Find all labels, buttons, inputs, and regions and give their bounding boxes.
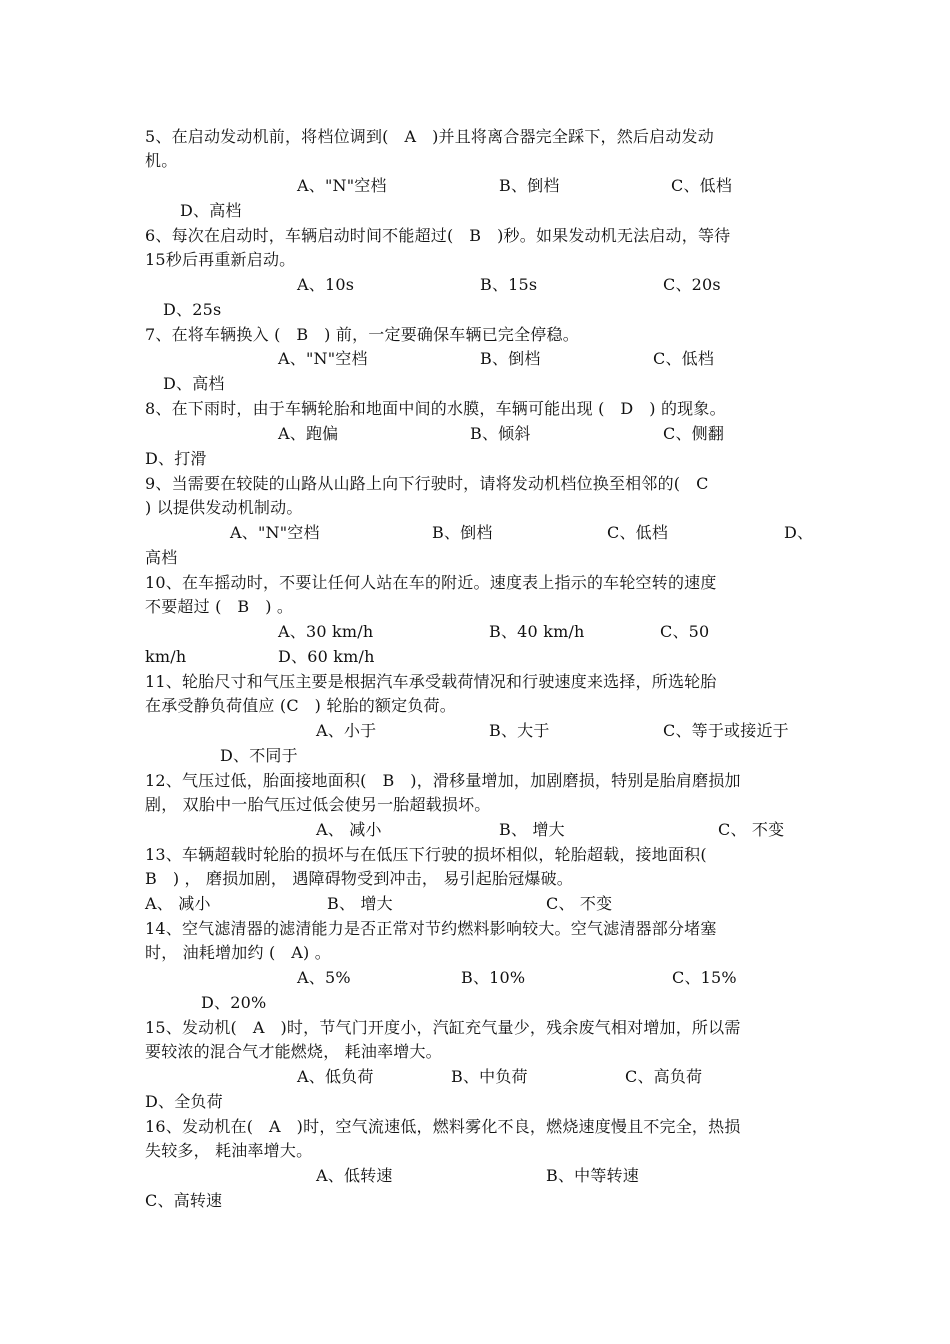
q12-option-c: C、 不变 — [718, 820, 785, 839]
q13-option-c: C、 不变 — [546, 894, 613, 913]
q6-stem-line1: 6、每次在启动时，车辆启动时间不能超过( B )秒。如果发动机无法启动，等待 — [145, 226, 731, 245]
q9-option-b: B、倒档 — [432, 523, 493, 542]
q10-option-c-label: C、50 — [660, 622, 710, 641]
q5-option-c: C、低档 — [671, 176, 733, 195]
q8-stem-line1: 8、在下雨时，由于车辆轮胎和地面中间的水膜，车辆可能出现 ( D ) 的现象。 — [145, 399, 726, 418]
q10-option-a: A、30 km/h — [278, 622, 374, 641]
q14-option-a: A、5% — [297, 968, 351, 987]
q9-option-d-label: D、 — [784, 523, 814, 542]
q13-stem-line2: B ) ， 磨损加剧， 遇障碍物受到冲击， 易引起胎冠爆破。 — [145, 869, 574, 888]
q11-stem-line2: 在承受静负荷值应 (C ) 轮胎的额定负荷。 — [145, 696, 456, 715]
q6-option-a: A、10s — [297, 275, 355, 294]
q11-option-a: A、小于 — [316, 721, 377, 740]
q6-option-b: B、15s — [480, 275, 538, 294]
q9-stem-line1: 9、当需要在较陡的山路从山路上向下行驶时，请将发动机档位换至相邻的( C — [145, 474, 709, 493]
q9-stem-line2: ) 以提供发动机制动。 — [145, 498, 303, 517]
q6-stem-line2: 15秒后再重新启动。 — [145, 250, 296, 269]
q16-option-b: B、中等转速 — [546, 1166, 639, 1185]
q15-option-b: B、中负荷 — [451, 1067, 528, 1086]
q7-option-a: A、"N"空档 — [278, 349, 368, 368]
q10-stem-line2: 不要超过 ( B ) 。 — [145, 597, 294, 616]
q8-option-b: B、倾斜 — [470, 424, 531, 443]
q15-option-a: A、低负荷 — [297, 1067, 374, 1086]
q14-option-c: C、15% — [672, 968, 737, 987]
q15-option-d: D、全负荷 — [145, 1092, 223, 1111]
q10-option-b: B、40 km/h — [489, 622, 585, 641]
q9-option-a: A、"N"空档 — [230, 523, 320, 542]
q11-option-c: C、等于或接近于 — [663, 721, 789, 740]
q16-stem-line2: 失较多， 耗油率增大。 — [145, 1141, 313, 1160]
q14-stem-line2: 时， 油耗增加约 ( A) 。 — [145, 943, 331, 962]
q5-stem-line1: 5、在启动发动机前，将档位调到( A )并且将离合器完全踩下，然后启动发动 — [145, 127, 714, 146]
q13-stem-line1: 13、车辆超载时轮胎的损坏与在低压下行驶的损坏相似，轮胎超载，接地面积( — [145, 845, 707, 864]
q9-option-c: C、低档 — [607, 523, 669, 542]
q15-option-c: C、高负荷 — [625, 1067, 703, 1086]
q12-stem-line1: 12、气压过低，胎面接地面积( B )，滑移量增加，加剧磨损，特别是胎肩磨损加 — [145, 771, 741, 790]
q15-stem-line2: 要较浓的混合气才能燃烧， 耗油率增大。 — [145, 1042, 442, 1061]
q9-option-d-text: 高档 — [145, 548, 178, 567]
q15-stem-line1: 15、发动机( A )时，节气门开度小，汽缸充气量少，残余废气相对增加，所以需 — [145, 1018, 741, 1037]
q5-stem-line2: 机。 — [145, 151, 178, 170]
q10-stem-line1: 10、在车摇动时，不要让任何人站在车的附近。速度表上指示的车轮空转的速度 — [145, 573, 717, 592]
q12-stem-line2: 剧， 双胎中一胎气压过低会使另一胎超载损坏。 — [145, 795, 491, 814]
q14-stem-line1: 14、空气滤清器的滤清能力是否正常对节约燃料影响较大。空气滤清器部分堵塞 — [145, 919, 717, 938]
q5-option-d: D、高档 — [180, 201, 242, 220]
q7-stem-line1: 7、在将车辆换入 ( B ) 前，一定要确保车辆已完全停稳。 — [145, 325, 579, 344]
q7-option-c: C、低档 — [653, 349, 715, 368]
q5-option-a: A、"N"空档 — [297, 176, 387, 195]
q16-option-a: A、低转速 — [316, 1166, 393, 1185]
q7-option-d: D、高档 — [163, 374, 225, 393]
q13-option-a: A、 减小 — [145, 894, 211, 913]
q13-option-b: B、 增大 — [327, 894, 393, 913]
q7-option-b: B、倒档 — [480, 349, 541, 368]
q11-stem-line1: 11、轮胎尺寸和气压主要是根据汽车承受载荷情况和行驶速度来选择，所选轮胎 — [145, 672, 717, 691]
q12-option-a: A、 减小 — [316, 820, 382, 839]
q11-option-b: B、大于 — [489, 721, 550, 740]
q10-option-c-unit: km/h — [145, 647, 187, 666]
q8-option-c: C、侧翻 — [663, 424, 725, 443]
q6-option-c: C、20s — [663, 275, 721, 294]
q10-option-d: D、60 km/h — [278, 647, 375, 666]
q16-option-c: C、高转速 — [145, 1191, 223, 1210]
q5-option-b: B、倒档 — [499, 176, 560, 195]
q14-option-b: B、10% — [461, 968, 526, 987]
q8-option-a: A、跑偏 — [278, 424, 339, 443]
q6-option-d: D、25s — [163, 300, 222, 319]
q12-option-b: B、 增大 — [499, 820, 565, 839]
q8-option-d: D、打滑 — [145, 449, 207, 468]
q11-option-d: D、不同于 — [220, 746, 298, 765]
q14-option-d: D、20% — [201, 993, 267, 1012]
q16-stem-line1: 16、发动机在( A )时，空气流速低，燃料雾化不良，燃烧速度慢且不完全，热损 — [145, 1117, 741, 1136]
